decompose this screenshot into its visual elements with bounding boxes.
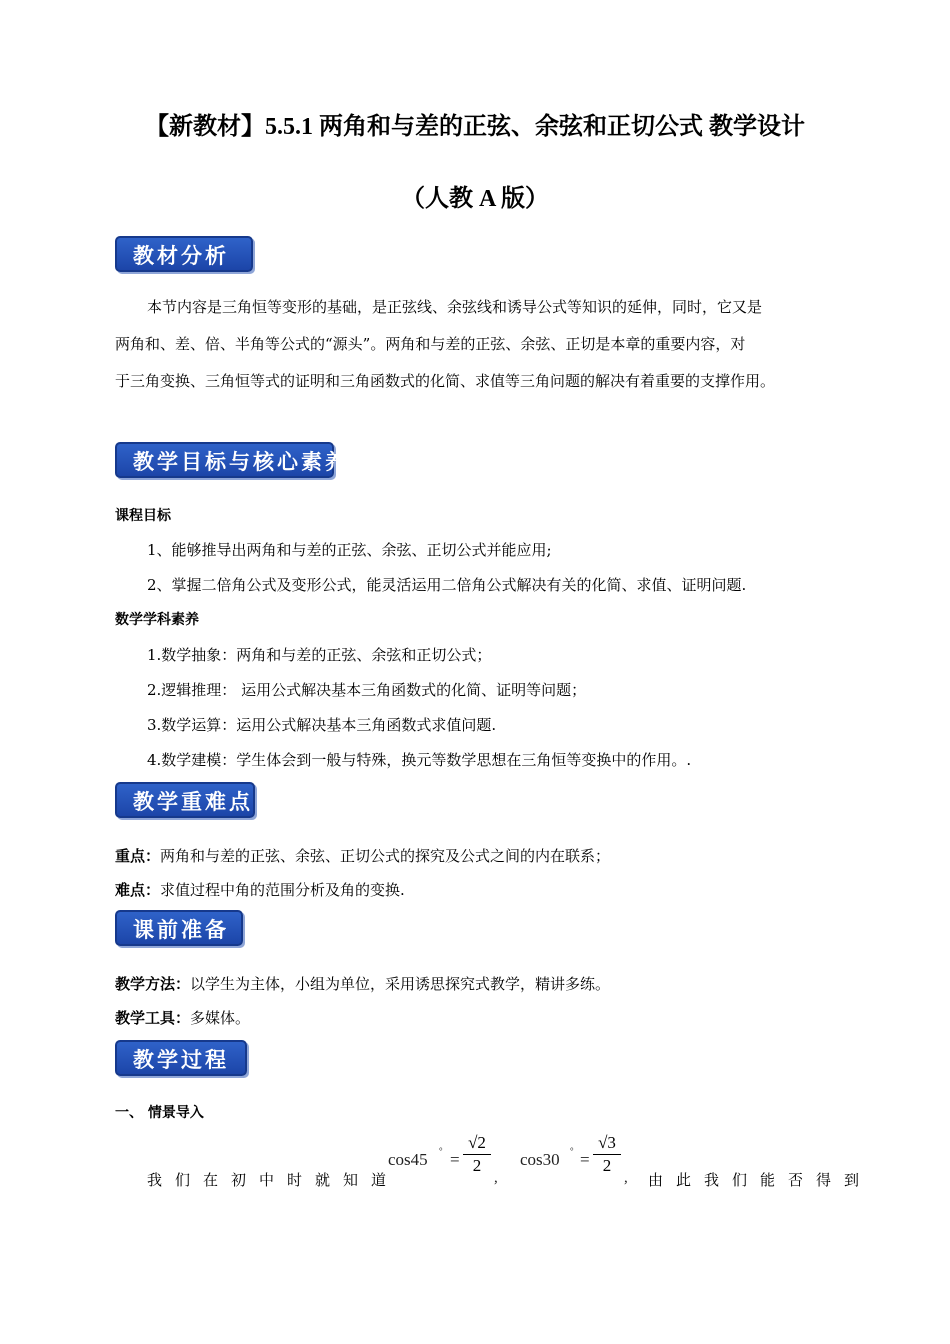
literacy-item-2: 2.逻辑推理： 运用公式解决基本三角函数式的化简、证明等问题； xyxy=(147,681,587,699)
literacy-heading: 数学学科素养 xyxy=(115,612,199,628)
teaching-method-line xyxy=(115,973,610,994)
teaching-method-text: 以学生为主体，小组为单位，采用诱思探究式教学，精讲多练。 xyxy=(190,975,611,993)
comma-2: , xyxy=(624,1170,628,1186)
section-banner-process: 教学过程 xyxy=(115,1040,247,1076)
document-title: 【新教材】5.5.1 两角和与差的正弦、余弦和正切公式 教学设计 xyxy=(145,114,805,140)
key-point-label: 重点： xyxy=(115,847,161,865)
literacy-item-3: 3.数学运算：运用公式解决基本三角函数式求值问题. xyxy=(147,716,497,734)
key-point-line xyxy=(115,845,610,866)
denominator-2b: 2 xyxy=(602,1156,612,1175)
course-goals-heading: 课程目标 xyxy=(115,508,171,524)
difficult-point-label: 难点： xyxy=(115,881,161,899)
step-1-heading: 一、 情景导入 xyxy=(115,1105,204,1121)
equals-sign-2: = xyxy=(580,1150,590,1169)
literacy-item-1: 1.数学抽象：两角和与差的正弦、余弦和正切公式； xyxy=(147,646,492,664)
degree-sign-1: ° xyxy=(439,1146,443,1156)
comma-1: , xyxy=(494,1170,498,1186)
intro-text-right: 由此我们能否得到 xyxy=(648,1171,873,1189)
course-goal-2: 2、掌握二倍角公式及变形公式，能灵活运用二倍角公式解决有关的化简、求值、证明问题. xyxy=(147,576,747,594)
analysis-line-2: 两角和、差、倍、半角等公式的“源头”。两角和与差的正弦、余弦、正切是本章的重要内容，对 xyxy=(115,335,746,353)
course-goal-1: 1、能够推导出两角和与差的正弦、余弦、正切公式并能应用; xyxy=(147,541,552,559)
teaching-method-label: 教学方法： xyxy=(115,975,191,993)
teaching-tool-text: 多媒体。 xyxy=(190,1009,251,1027)
denominator-2: 2 xyxy=(472,1156,482,1175)
cos45-expression: cos45 xyxy=(388,1150,428,1169)
teaching-tool-line xyxy=(115,1007,250,1028)
difficult-point-text: 求值过程中角的范围分析及角的变换. xyxy=(160,881,405,899)
teaching-tool-label: 教学工具： xyxy=(115,1009,191,1027)
degree-sign-2: ° xyxy=(570,1146,574,1156)
section-banner-keypoints: 教学重难点 xyxy=(115,782,255,818)
fraction-sqrt2-over-2 xyxy=(463,1133,491,1176)
literacy-item-4: 4.数学建模：学生体会到一般与特殊，换元等数学思想在三角恒等变换中的作用。. xyxy=(147,751,692,769)
numerator-sqrt3: √3 xyxy=(598,1133,616,1152)
section-banner-goals: 教学目标与核心素养 xyxy=(115,442,334,478)
numerator-sqrt2: √2 xyxy=(468,1133,486,1152)
equals-sign-1: = xyxy=(450,1150,460,1169)
analysis-paragraph xyxy=(115,289,837,400)
section-banner-analysis: 教材分析 xyxy=(115,236,253,272)
fraction-sqrt3-over-2 xyxy=(593,1133,621,1176)
difficult-point-line xyxy=(115,879,405,900)
intro-text-left: 我们在初中时就知道 xyxy=(147,1171,400,1189)
cos30-expression: cos30 xyxy=(520,1150,560,1169)
analysis-line-3: 于三角变换、三角恒等式的证明和三角函数式的化简、求值等三角问题的解决有着重要的支撑作用。 xyxy=(115,372,776,390)
section-banner-prep: 课前准备 xyxy=(115,910,243,946)
document-subtitle: （人教 A 版） xyxy=(400,186,549,212)
key-point-text: 两角和与差的正弦、余弦、正切公式的探究及公式之间的内在联系； xyxy=(160,847,611,865)
analysis-line-1: 本节内容是三角恒等变形的基础，是正弦线、余弦线和诱导公式等知识的延伸，同时，它又是 xyxy=(147,298,763,316)
